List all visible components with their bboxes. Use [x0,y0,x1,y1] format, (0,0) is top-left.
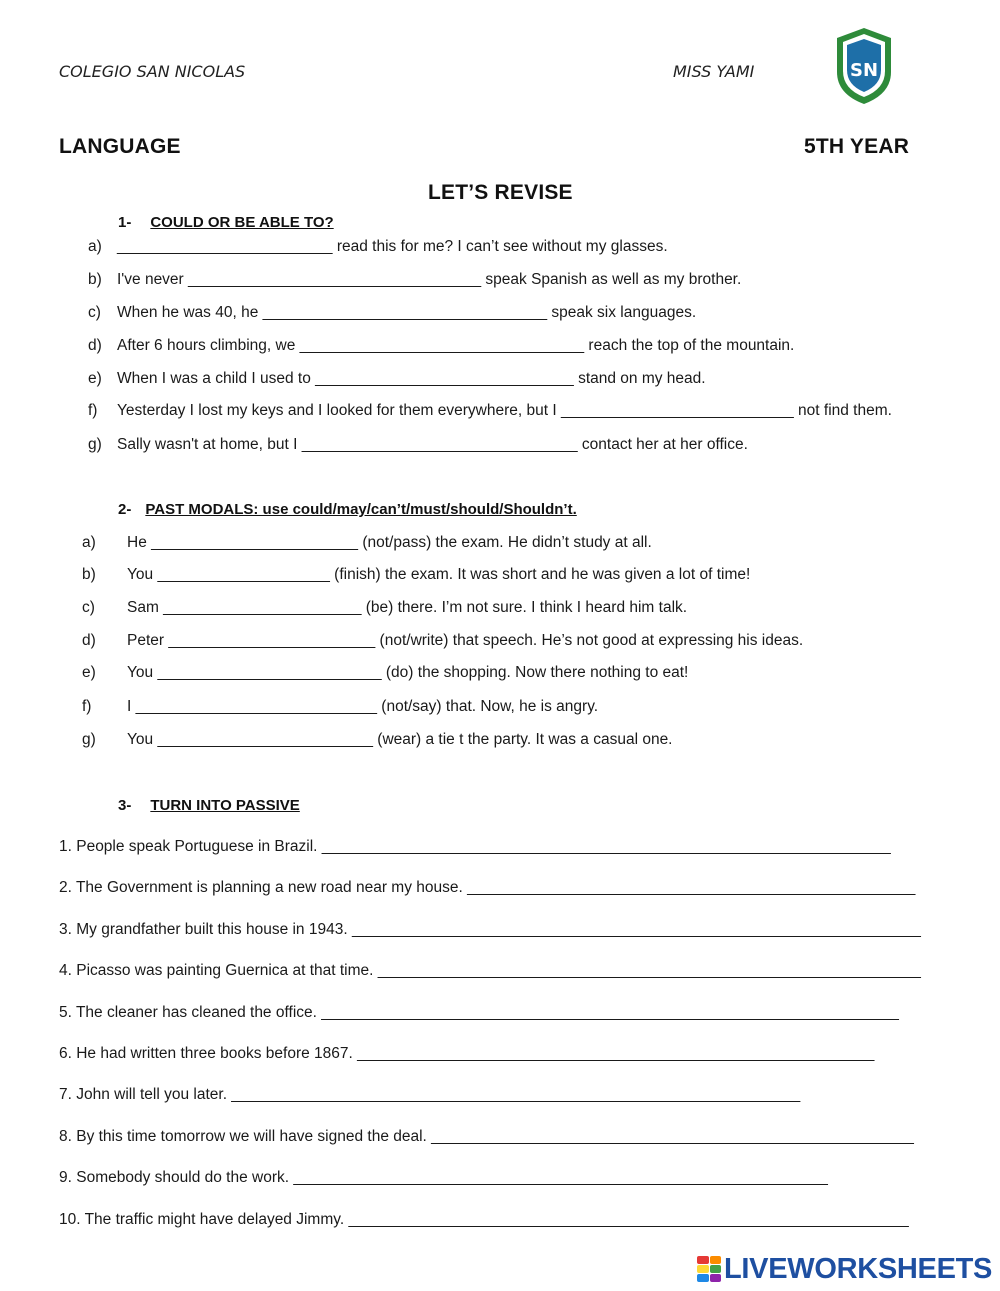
passive-exercise-line[interactable]: 5. The cleaner has cleaned the office. ___________________________________________________________________ [59,1004,899,1021]
shield-icon [833,26,895,106]
exercise-line[interactable] [88,370,706,388]
item-text: After 6 hours climbing, we _________________________________ reach the top of the mountain. [117,337,795,354]
section-number: 2- [118,501,132,518]
section-heading: PAST MODALS: use could/may/can’t/must/should/Shouldn’t. [145,501,577,518]
item-label: g) [82,731,96,748]
section-2-title [118,501,577,518]
passive-exercise-line[interactable]: 4. Picasso was painting Guernica at that time. _______________________________________________________________ [59,962,921,979]
passive-exercise-line[interactable]: 8. By this time tomorrow we will have signed the deal. ________________________________________________________ [59,1128,914,1145]
exercise-line[interactable] [82,534,652,552]
item-text: Peter ________________________ (not/write) that speech. He’s not good at expressing his ideas. [127,632,804,649]
section-number: 1- [118,214,132,231]
section-number: 3- [118,797,132,814]
item-label: e) [82,664,96,681]
item-text: When he was 40, he _________________________________ speak six languages. [117,304,697,321]
passive-exercise-line[interactable]: 3. My grandfather built this house in 1943. __________________________________________________________________ [59,921,921,938]
exercise-line[interactable] [88,238,668,256]
passive-exercise-line[interactable]: 1. People speak Portuguese in Brazil. __________________________________________________________________ [59,838,891,855]
exercise-line[interactable] [82,731,673,749]
exercise-line[interactable] [82,599,687,617]
item-label: d) [88,337,102,354]
exercise-line[interactable] [88,337,794,355]
item-text: I ____________________________ (not/say) that. Now, he is angry. [127,698,599,715]
passive-exercise-line[interactable]: 2. The Government is planning a new road near my house. ____________________________________________________ [59,879,916,896]
item-text: Yesterday I lost my keys and I looked for them everywhere, but I ___________________________ not find them. [117,402,892,419]
item-label: a) [88,238,102,255]
exercise-line[interactable] [88,304,696,322]
exercise-line[interactable] [82,566,750,584]
svg-text:SN: SN [849,60,879,81]
exercise-line[interactable] [82,632,803,650]
passive-exercise-line[interactable]: 9. Somebody should do the work. ______________________________________________________________ [59,1169,828,1186]
exercise-line[interactable] [82,664,688,682]
item-label: c) [88,304,101,321]
school-logo [833,26,895,106]
item-label: f) [82,698,92,715]
exercise-line[interactable] [88,402,892,420]
item-label: b) [88,271,102,288]
exercise-line[interactable] [88,436,748,454]
passive-exercise-line[interactable]: 7. John will tell you later. __________________________________________________________________ [59,1086,801,1103]
item-label: g) [88,436,102,453]
year-heading: 5TH YEAR [804,135,910,158]
item-label: e) [88,370,102,387]
item-text: You ____________________ (finish) the exam. It was short and he was given a lot of time! [127,566,751,583]
section-heading: TURN INTO PASSIVE [150,797,300,814]
school-name: COLEGIO SAN NICOLAS [59,62,246,81]
liveworksheets-wordmark: LIVEWORKSHEETS [724,1252,993,1285]
exercise-line[interactable] [88,271,741,289]
exercise-line[interactable] [82,698,598,716]
item-text: Sam _______________________ (be) there. I’m not sure. I think I heard him talk. [127,599,688,616]
section-heading: COULD OR BE ABLE TO? [150,214,334,231]
item-text: He ________________________ (not/pass) the exam. He didn’t study at all. [127,534,652,551]
item-label: d) [82,632,96,649]
teacher-name: MISS YAMI [673,62,755,81]
section-1-title [118,214,334,231]
item-label: b) [82,566,96,583]
liveworksheets-icon [697,1256,721,1282]
item-text: I've never __________________________________ speak Spanish as well as my brother. [117,271,742,288]
liveworksheets-logo[interactable] [697,1254,992,1284]
page-title: LET’S REVISE [428,181,573,204]
section-3-title [118,797,300,814]
item-text: When I was a child I used to ______________________________ stand on my head. [117,370,706,387]
item-text: Sally wasn't at home, but I ________________________________ contact her at her office. [117,436,748,453]
item-text: You _________________________ (wear) a tie t the party. It was a casual one. [127,731,673,748]
item-label: c) [82,599,95,616]
item-text: You __________________________ (do) the shopping. Now there nothing to eat! [127,664,689,681]
item-label: f) [88,402,98,419]
subject-heading: LANGUAGE [59,135,181,158]
passive-exercise-line[interactable]: 6. He had written three books before 1867. ____________________________________________________________ [59,1045,875,1062]
item-text: _________________________ read this for me? I can’t see without my glasses. [117,238,668,255]
item-label: a) [82,534,96,551]
passive-exercise-line[interactable]: 10. The traffic might have delayed Jimmy. _________________________________________________________________ [59,1211,909,1228]
